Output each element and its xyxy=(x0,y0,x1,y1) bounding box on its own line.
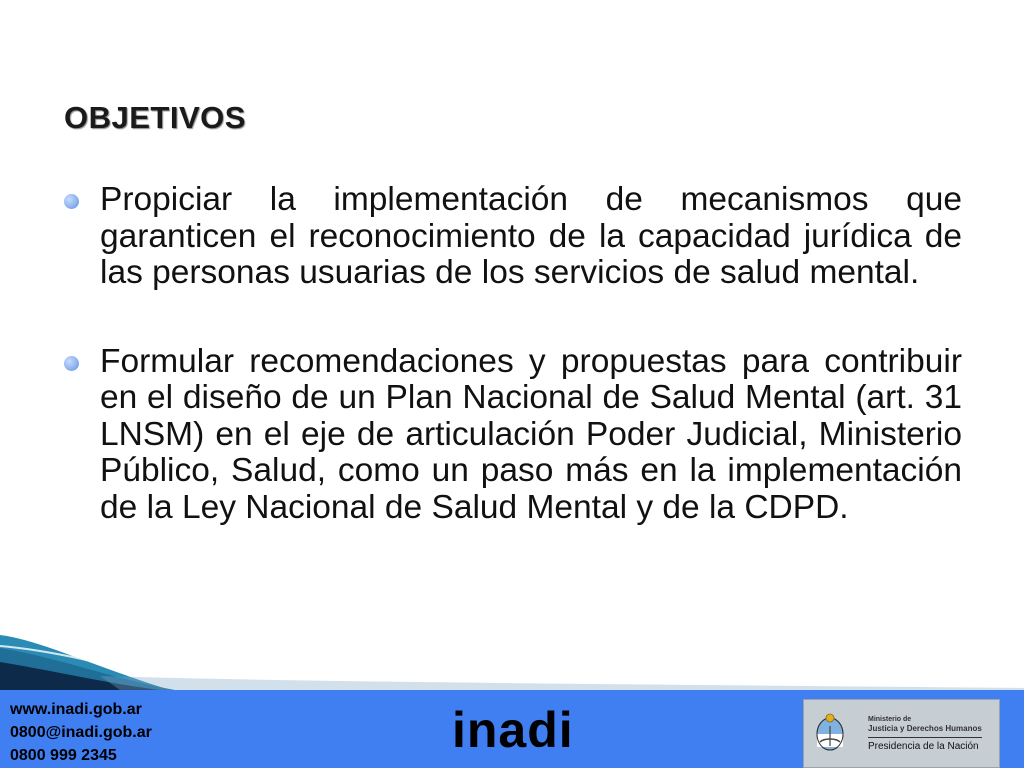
ministry-name: Justicia y Derechos Humanos xyxy=(868,724,982,733)
bullet-item xyxy=(62,182,962,292)
email-link[interactable]: 0800@inadi.gob.ar xyxy=(10,724,152,741)
bullet-dot-icon xyxy=(64,194,79,209)
presidency-label: Presidencia de la Nación xyxy=(868,737,982,753)
bullet-text: Propiciar la implementación de mecanismos que garanticen el reconocimiento de la capacidad jurídica de las personas usuarias de los servicios de salud mental. xyxy=(100,181,962,291)
inadi-logo: inadi xyxy=(452,702,574,758)
phone-number: 0800 999 2345 xyxy=(10,747,117,764)
decorative-swoosh xyxy=(0,610,1024,695)
argentina-shield-icon xyxy=(814,712,846,754)
bullet-dot-icon xyxy=(64,356,79,371)
slide-title: OBJETIVOS xyxy=(64,100,246,135)
ministry-label: Ministerio de xyxy=(868,716,912,723)
bullet-list xyxy=(62,182,962,578)
ministry-text xyxy=(868,716,982,753)
footer-bar xyxy=(0,690,1024,768)
contact-info xyxy=(10,698,152,767)
website-link[interactable]: www.inadi.gob.ar xyxy=(10,701,142,718)
ministry-logo xyxy=(803,699,1000,768)
bullet-text: Formular recomendaciones y propuestas para contribuir en el diseño de un Plan Nacional de Salud Mental (art. 31 LNSM) en el eje de articulación Poder Judicial, Ministerio Público, Salud, como un paso más en la implementación de la Ley Nacional de Salud Mental y de la CDPD. xyxy=(100,342,962,526)
bullet-item xyxy=(62,344,962,527)
